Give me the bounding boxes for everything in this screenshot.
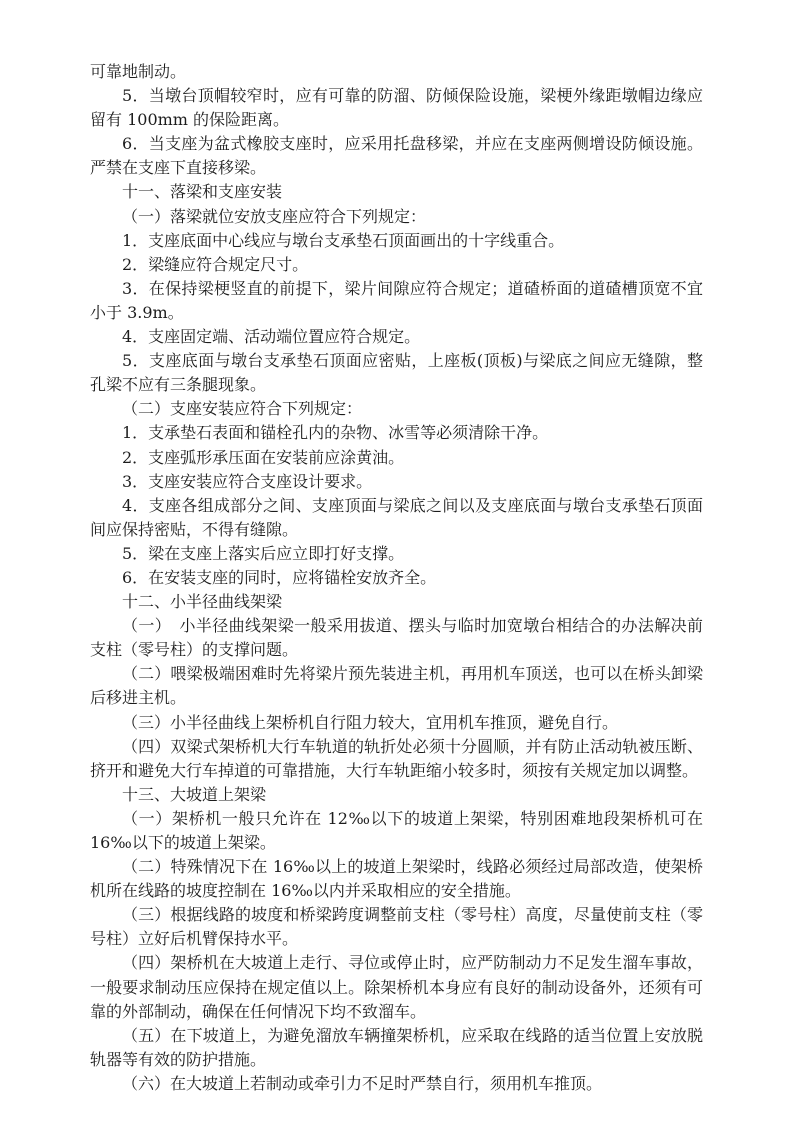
paragraph: （一） 小半径曲线架梁一般采用拔道、摆头与临时加宽墩台相结合的办法解决前支柱（零号柱）的支撑问题。: [90, 616, 703, 660]
paragraph: 4．支座各组成部分之间、支座顶面与梁底之间以及支座底面与墩台支承垫石顶面间应保持密贴，不得有缝隙。: [90, 495, 703, 539]
paragraph: 6．当支座为盆式橡胶支座时，应采用托盘移梁，并应在支座两侧增设防倾设施。严禁在支座下直接移梁。: [90, 134, 703, 178]
paragraph: 4．支座固定端、活动端位置应符合规定。: [122, 327, 421, 347]
paragraph: （二）特殊情况下在 16‰以上的坡道上架梁时，线路必须经过局部改造，使架桥机所在线路的坡度控制在 16‰以内并采取相应的安全措施。: [90, 857, 703, 901]
paragraph: 5．梁在支座上落实后应立即打好支撑。: [122, 543, 405, 563]
paragraph: 2．支座弧形承压面在安装前应涂黄油。: [122, 447, 405, 467]
paragraph: （三）根据线路的坡度和桥梁跨度调整前支柱（零号柱）高度，尽量使前支柱（零号柱）立好后机臂保持水平。: [90, 905, 703, 949]
paragraph: 1．支座底面中心线应与墩台支承垫石顶面画出的十字线重合。: [122, 230, 565, 250]
section-heading: 十二、小半径曲线架梁: [122, 592, 283, 612]
paragraph: 2．梁缝应符合规定尺寸。: [122, 254, 309, 274]
document-body: [90, 60, 703, 1096]
paragraph: 可靠地制动。: [90, 62, 187, 81]
paragraph: （六）在大坡道上若制动或牵引力不足时严禁自行，须用机车推顶。: [122, 1073, 603, 1093]
paragraph: （四）双梁式架桥机大行车轨道的轨折处必须十分圆顺，并有防止活动轨被压断、挤开和避免大行车掉道的可靠措施，大行车轨距缩小较多时，须按有关规定加以调整。: [90, 736, 703, 780]
paragraph: （一）架桥机一般只允许在 12‰以下的坡道上架梁，特别困难地段架桥机可在 16‰以下的坡道上架梁。: [90, 808, 703, 852]
section-heading: 十三、大坡道上架梁: [122, 784, 267, 804]
paragraph: （五）在下坡道上，为避免溜放车辆撞架桥机，应采取在线路的适当位置上安放脱轨器等有效的防护措施。: [90, 1025, 703, 1069]
paragraph: 3．在保持梁梗竖直的前提下，梁片间隙应符合规定；道碴桥面的道碴槽顶宽不宜小于 3.9m。: [90, 278, 703, 322]
paragraph: 5．支座底面与墩台支承垫石顶面应密贴，上座板(顶板)与梁底之间应无缝隙，整孔梁不应有三条腿现象。: [90, 351, 703, 395]
paragraph: （三）小半径曲线上架桥机自行阻力较大，宜用机车推顶，避免自行。: [122, 712, 619, 732]
paragraph: 1．支承垫石表面和锚栓孔内的杂物、冰雪等必须清除干净。: [122, 423, 549, 443]
paragraph: 3．支座安装应符合支座设计要求。: [122, 471, 373, 491]
paragraph: （二）支座安装应符合下列规定：: [122, 399, 363, 419]
paragraph: （四）架桥机在大坡道上走行、寻位或停止时，应严防制动力不足发生溜车事故，一般要求制动压应保持在规定值以上。除架桥机本身应有良好的制动设备外，还须有可靠的外部制动，确保在任何情况下均不致溜车。: [90, 953, 703, 1021]
paragraph: 6．在安装支座的同时，应将锚栓安放齐全。: [122, 567, 437, 587]
paragraph: （一）落梁就位安放支座应符合下列规定：: [122, 206, 427, 226]
paragraph: 5．当墩台顶帽较窄时，应有可靠的防溜、防倾保险设施，梁梗外缘距墩帽边缘应留有 100mm 的保险距离。: [90, 86, 703, 130]
section-heading: 十一、落梁和支座安装: [122, 182, 283, 202]
paragraph: （二）喂梁极端困难时先将梁片预先装进主机，再用机车顶送，也可以在桥头卸梁后移进主机。: [90, 664, 703, 708]
